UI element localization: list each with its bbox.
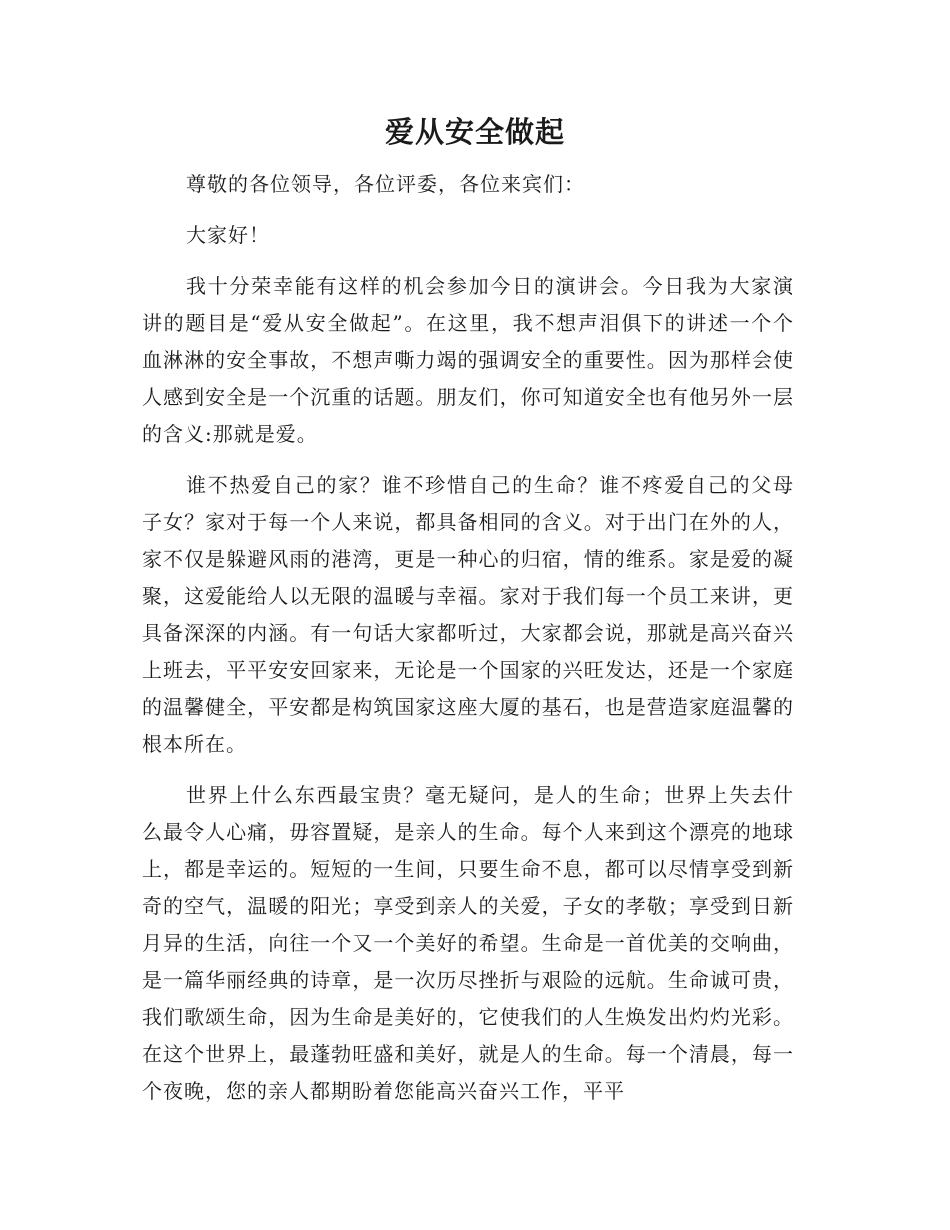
salutation-paragraph: 尊敬的各位领导，各位评委，各位来宾们：: [186, 172, 585, 196]
body-paragraph: 谁不热爱自己的家？谁不珍惜自己的生命？谁不疼爱自己的父母子女？家对于每一个人来说，都具备相同的含义。对于出门在外的人，家不仅是躲避风雨的港湾，更是一种心的归宿，情的维系。家是爱的凝聚，这爱能给人以无限的温暖与幸福。家对于我们每一个员工来讲，更具备深深的内涵。有一句话大家都听过，大家都会说，那就是高兴奋兴上班去，平平安安回家来，无论是一个国家的兴旺发达，还是一个家庭的温馨健全，平安都是构筑国家这座大厦的基石，也是营造家庭温馨的根本所在。: [142, 473, 794, 756]
greeting-paragraph: 大家好！: [186, 223, 270, 247]
document-body: [142, 166, 794, 1110]
body-paragraph: 我十分荣幸能有这样的机会参加今日的演讲会。今日我为大家演讲的题目是“爱从安全做起”。在这里，我不想声泪俱下的讲述一个个血淋淋的安全事故，不想声嘶力竭的强调安全的重要性。因为那样会使人感到安全是一个沉重的话题。朋友们，你可知道安全也有他另外一层的含义:那就是爱。: [142, 274, 794, 446]
body-paragraph: 世界上什么东西最宝贵？毫无疑问，是人的生命；世界上失去什么最令人心痛，毋容置疑，是亲人的生命。每个人来到这个漂亮的地球上，都是幸运的。短短的一生间，只要生命不息，都可以尽情享受到新奇的空气，温暖的阳光；享受到亲人的关爱，子女的孝敬；享受到日新月异的生活，向往一个又一个美好的希望。生命是一首优美的交响曲，是一篇华丽经典的诗章，是一次历尽挫折与艰险的远航。生命诚可贵，我们歌颂生命，因为生命是美好的，它使我们的人生焕发出灼灼光彩。在这个世界上，最蓬勃旺盛和美好，就是人的生命。每一个清晨，每一个夜晚，您的亲人都期盼着您能高兴奋兴工作，平平: [142, 783, 794, 1103]
document-title: 爱从安全做起: [384, 115, 565, 149]
